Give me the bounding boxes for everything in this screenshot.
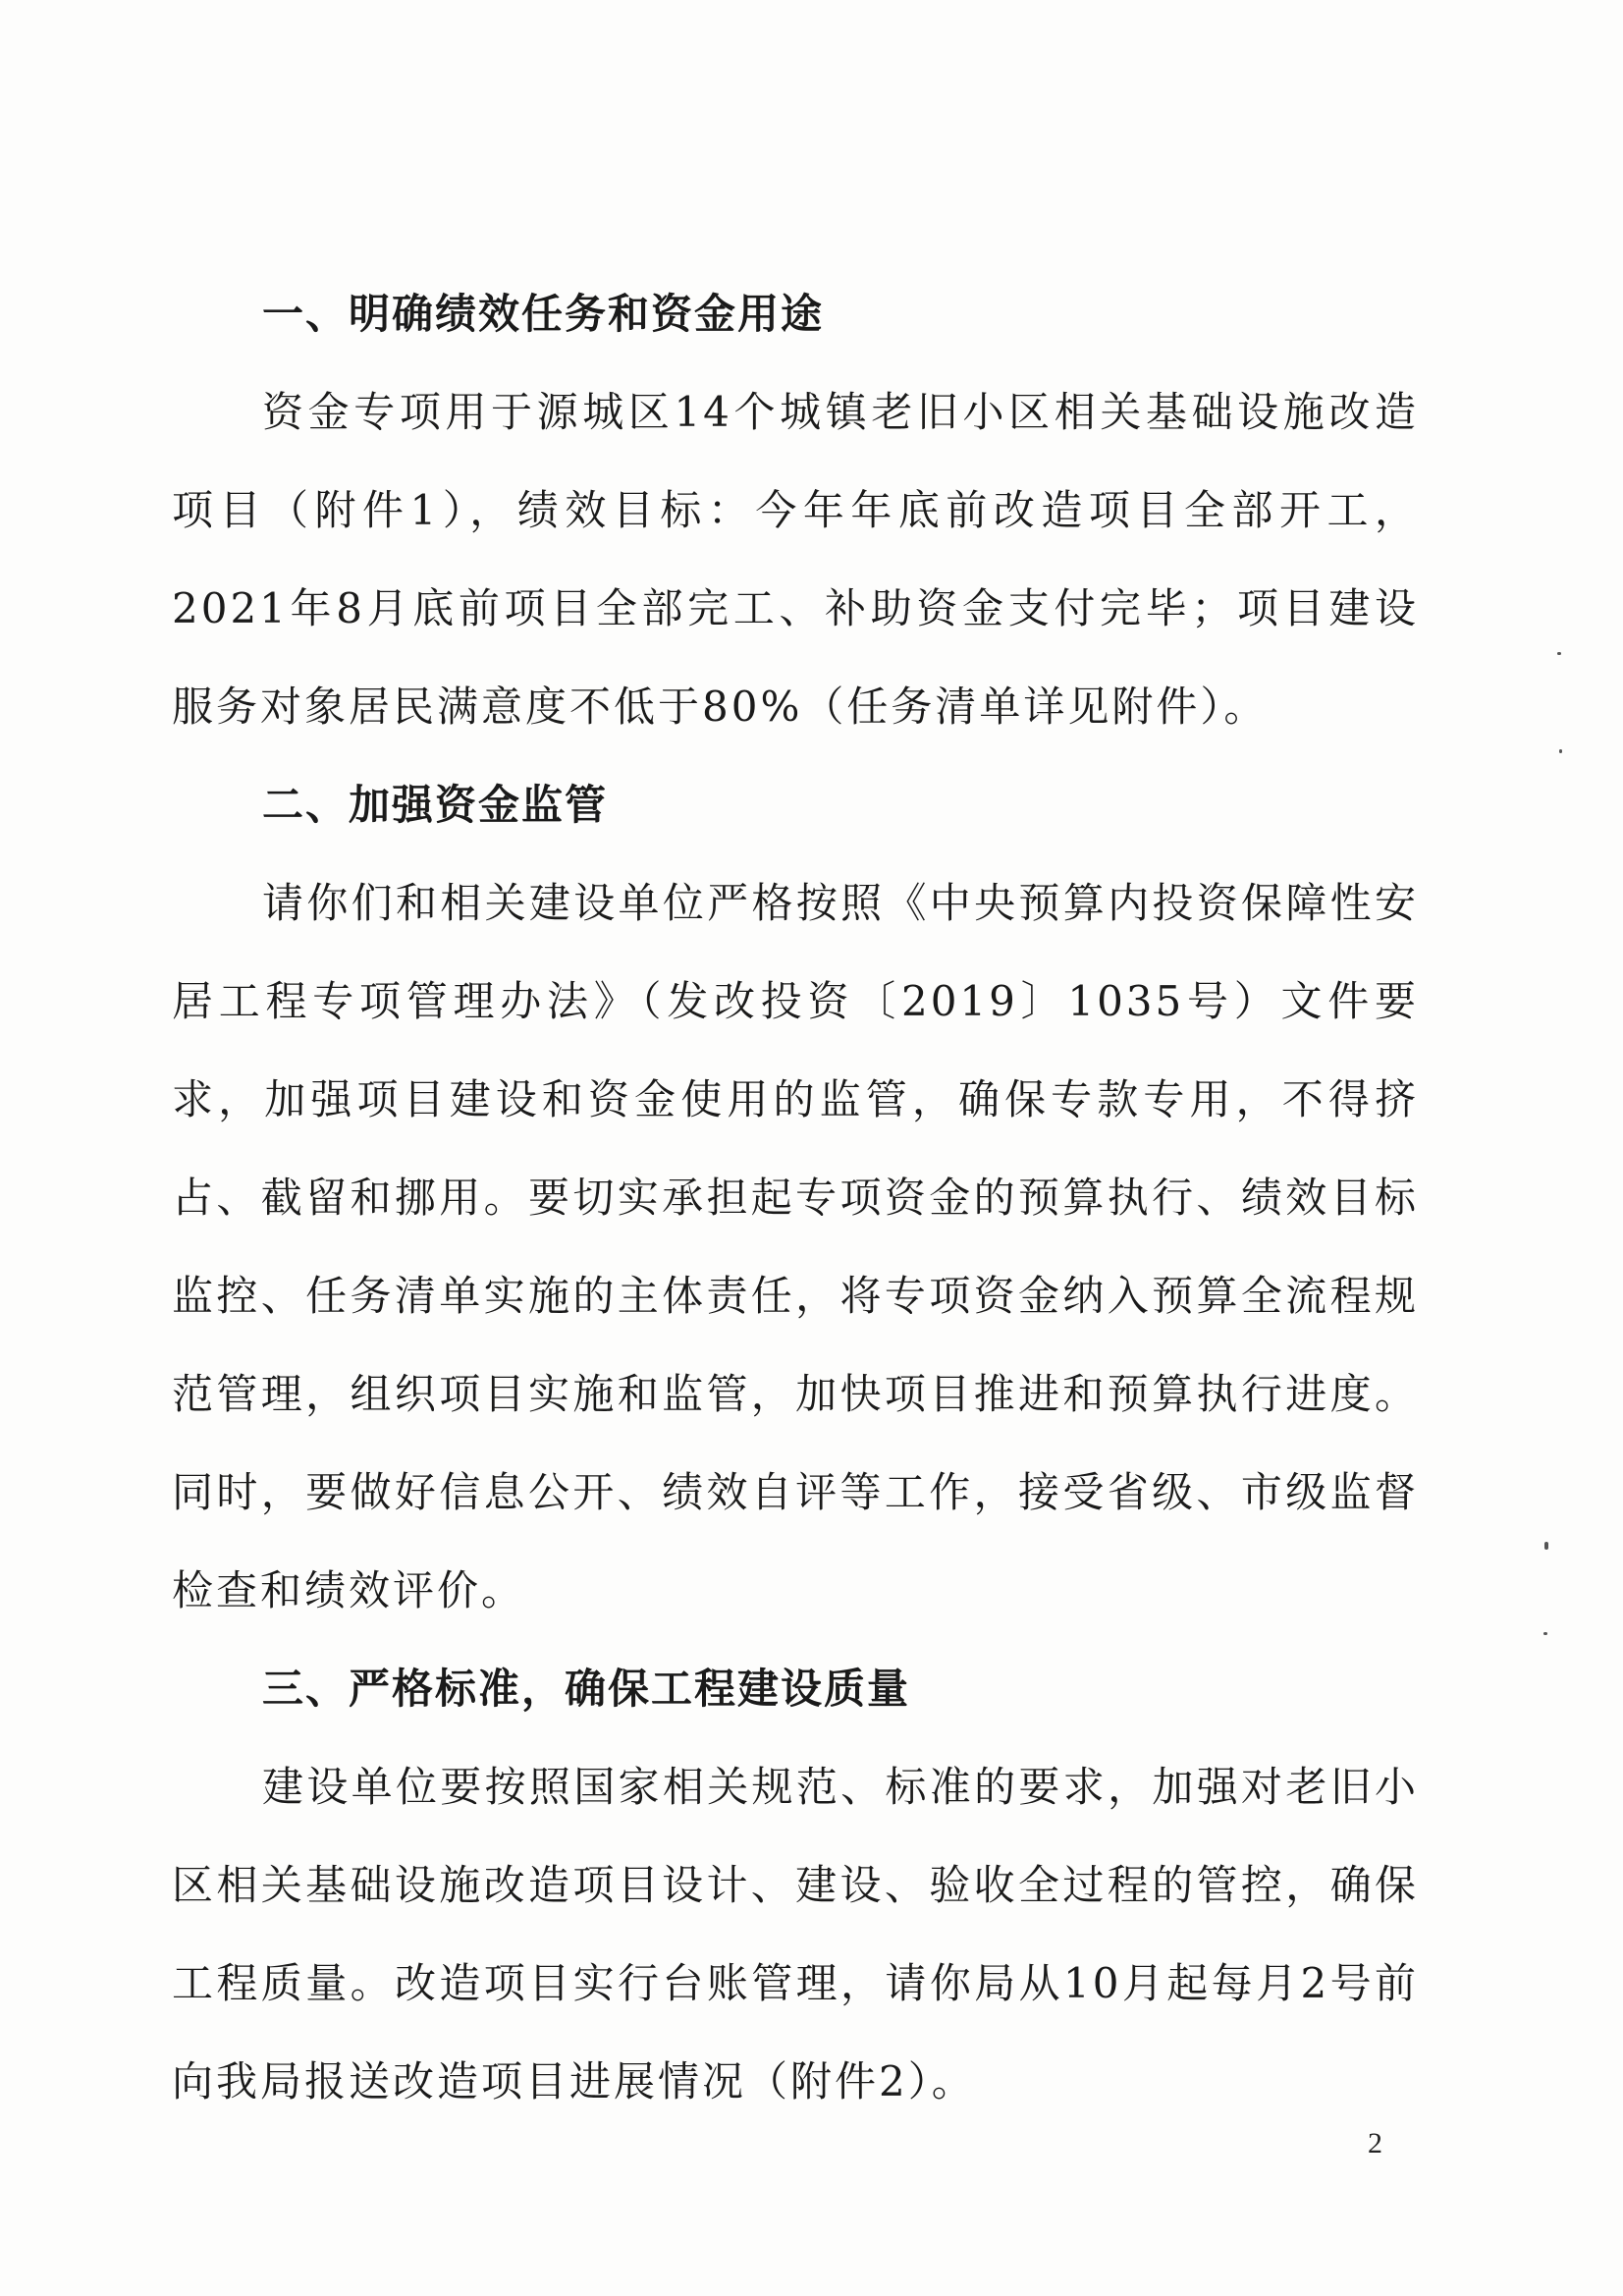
section-1-heading: 一、明确绩效任务和资金用途 — [262, 290, 825, 338]
scan-speck — [1559, 749, 1562, 753]
scan-speck — [1557, 652, 1561, 655]
section-3-heading: 三、严格标准，确保工程建设质量 — [262, 1665, 911, 1713]
section-2-heading: 二、加强资金监管 — [262, 781, 609, 829]
section-2-paragraph: 请你们和相关建设单位严格按照《中央预算内投资保障性安居工程专项管理办法》（发改投资〔2019〕1035号）文件要求，加强项目建设和资金使用的监管，确保专款专用，不得挤占、截留和挪用。要切实承担起专项资金的预算执行、绩效目标监控、任务清单实施的主体责任，将专项资金纳入预算全流程规范管理，组织项目实施和监管，加快项目推进和预算执行进度。同时，要做好信息公开、绩效自评等工作，接受省级、市级监督检查和绩效评价。 — [172, 879, 1419, 1614]
section-3-paragraph: 建设单位要按照国家相关规范、标准的要求，加强对老旧小区相关基础设施改造项目设计、建设、验收全过程的管控，确保工程质量。改造项目实行台账管理，请你局从10月起每月2号前向我局报送改造项目进展情况（附件2）。 — [172, 1763, 1419, 2105]
scan-speck — [1544, 1542, 1548, 1550]
scan-speck — [1543, 1632, 1547, 1635]
page-number: 2 — [1368, 2127, 1382, 2159]
document-body — [172, 265, 1419, 2131]
section-1-paragraph: 资金专项用于源城区14个城镇老旧小区相关基础设施改造项目（附件1），绩效目标：今年年底前改造项目全部开工，2021年8月底前项目全部完工、补助资金支付完毕；项目建设服务对象居民满意度不低于80%（任务清单详见附件）。 — [172, 388, 1419, 731]
